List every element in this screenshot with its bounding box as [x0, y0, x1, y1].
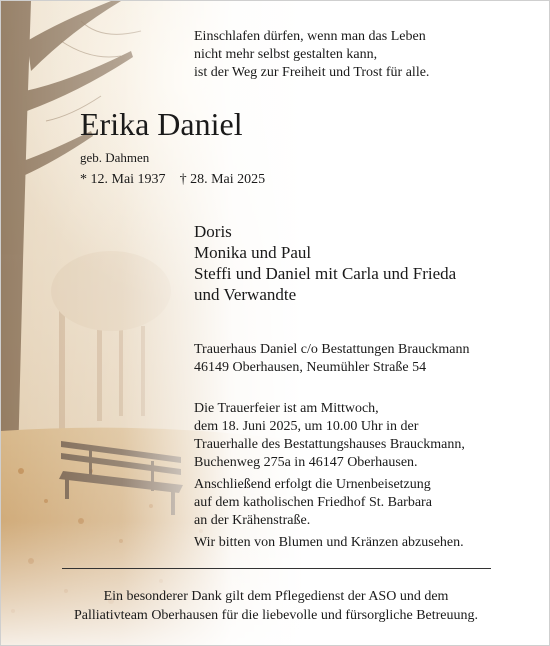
mourners-list — [194, 221, 456, 305]
address-line: 46149 Oberhausen, Neumühler Straße 54 — [194, 360, 427, 375]
mourner-entry: Monika und Paul — [194, 243, 312, 262]
burial-line: auf dem katholischen Friedhof St. Barbara — [194, 495, 432, 510]
mourner-entry: Steffi und Daniel mit Carla und Frieda — [194, 264, 457, 283]
birth-date: * 12. Mai 1937 — [80, 172, 166, 187]
ceremony-line: Die Trauerfeier ist am Mittwoch, — [194, 401, 379, 416]
funeral-details — [194, 400, 465, 552]
mourner-entry: und Verwandte — [194, 285, 297, 304]
verse-line: nicht mehr selbst gestalten kann, — [194, 47, 378, 62]
mourning-house-address — [194, 341, 470, 377]
ceremony-line: Buchenweg 275a in 46147 Oberhausen. — [194, 455, 418, 470]
acknowledgement — [1, 587, 550, 625]
address-line: Trauerhaus Daniel c/o Bestattungen Brauckmann — [194, 342, 470, 357]
death-date: † 28. Mai 2025 — [179, 172, 266, 187]
acknowledgement-line: Palliativteam Oberhausen für die liebevolle und fürsorgliche Betreuung. — [73, 608, 479, 623]
verse-line: Einschlafen dürfen, wenn man das Leben — [194, 29, 426, 44]
life-dates — [80, 171, 265, 189]
burial-line: an der Krähenstraße. — [194, 513, 311, 528]
acknowledgement-line: Ein besonderer Dank gilt dem Pflegedienst der ASO und dem — [103, 589, 449, 604]
verse-line: ist der Weg zur Freiheit und Trost für alle. — [194, 65, 430, 80]
burial-line: Anschließend erfolgt die Urnenbeisetzung — [194, 477, 431, 492]
ceremony-line: dem 18. Juni 2025, um 10.00 Uhr in der — [194, 419, 419, 434]
divider-line — [62, 568, 491, 569]
maiden-name: geb. Dahmen — [80, 150, 150, 165]
deceased-name: Erika Daniel — [80, 106, 243, 142]
flowers-request: Wir bitten von Blumen und Kränzen abzusehen. — [194, 535, 464, 550]
memorial-verse — [194, 28, 429, 82]
mourner-entry: Doris — [194, 222, 232, 241]
ceremony-line: Trauerhalle des Bestattungshauses Brauckmann, — [194, 437, 465, 452]
